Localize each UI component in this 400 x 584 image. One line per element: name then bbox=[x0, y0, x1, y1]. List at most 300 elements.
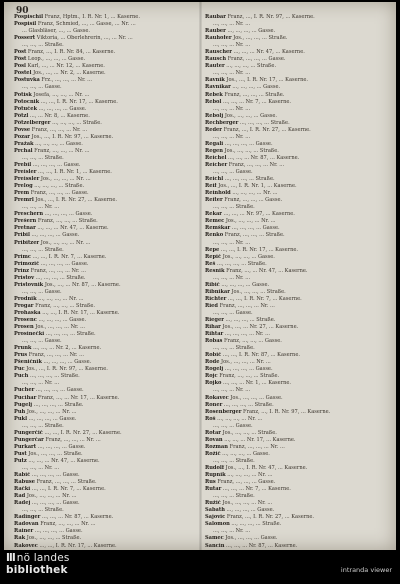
entry-details: ..., ... Nr. 8, ... Kaserne. bbox=[28, 112, 90, 119]
directory-entry bbox=[14, 310, 196, 317]
entry-surname: Prunk bbox=[14, 345, 32, 352]
entry-surname: Pšeničnik bbox=[14, 359, 42, 366]
directory-entry bbox=[205, 458, 387, 465]
entry-details: ..., ..., ... Nr. 7, ... Kaserne. bbox=[221, 486, 291, 493]
entry-surname: Premrl bbox=[14, 197, 34, 204]
entry-details: ..., ..., ..., ... Straße. bbox=[222, 401, 274, 408]
entry-details: Jos., ..., I. R. Nr. 47, ... Kaserne. bbox=[224, 465, 308, 471]
entry-details: ..., ..., I. R. Nr. 1, ... Kaserne. bbox=[36, 169, 112, 176]
entry-details: Franz, Hptm., I. R. Nr. 1, ... Kaserne. bbox=[43, 14, 140, 20]
entry-surname: Pospischil bbox=[14, 14, 43, 20]
entry-details: ..., ..., ..., ... Gasse. bbox=[29, 232, 80, 239]
entry-details: ..., ..., ... Gasse. bbox=[213, 169, 253, 176]
entry-surname: Ribnikar bbox=[205, 288, 230, 295]
entry-surname: Prešern bbox=[14, 218, 37, 225]
entry-details: ..., ..., ..., ... Gasse. bbox=[36, 443, 86, 450]
entry-details: ..., ..., ... Straße. bbox=[22, 422, 64, 429]
entry-surname: Reiter bbox=[205, 197, 223, 204]
entry-surname: Rački bbox=[14, 486, 31, 493]
entry-surname: Preisler bbox=[14, 169, 37, 176]
entry-details: ..., ..., ..., ... Straße. bbox=[28, 373, 80, 380]
entry-details: Franz, ..., ..., ... Straße. bbox=[35, 479, 97, 486]
entry-surname: Pražak bbox=[14, 140, 34, 147]
entry-details: ..., ..., ..., ... Gasse. bbox=[43, 211, 93, 218]
entry-details: ..., ..., ... Nr. ... bbox=[22, 204, 60, 211]
page-number: 90 bbox=[16, 6, 29, 16]
entry-details: Franz, ..., ..., ... Gasse. bbox=[226, 56, 286, 63]
directory-entry bbox=[14, 535, 196, 542]
directory-entry bbox=[14, 465, 196, 472]
directory-entry bbox=[205, 324, 387, 331]
directory-entry bbox=[14, 155, 196, 162]
directory-entry bbox=[14, 84, 196, 91]
directory-entry bbox=[205, 120, 387, 127]
column-divider bbox=[199, 2, 202, 550]
directory-entry bbox=[14, 324, 196, 331]
entry-surname: Rojko bbox=[205, 380, 222, 387]
entry-details: Jos., ..., ..., ... Straße. bbox=[26, 450, 83, 457]
entry-surname: Prosen bbox=[14, 324, 34, 331]
entry-surname: Rieger bbox=[205, 317, 224, 324]
entry-surname: Robič bbox=[205, 352, 222, 359]
directory-entry bbox=[14, 380, 196, 387]
entry-details: Jos., ..., ..., ... Nr. ... bbox=[39, 239, 91, 246]
entry-details: ..., ..., ... Straße. bbox=[213, 204, 255, 211]
entry-surname: Salomon bbox=[205, 521, 230, 528]
entry-surname: Rožič bbox=[205, 450, 221, 457]
entry-surname: Pucher bbox=[14, 387, 35, 394]
entry-surname: Rebek bbox=[205, 91, 223, 98]
entry-details: Franz, ..., ..., ... Gasse. bbox=[29, 190, 89, 197]
directory-entry bbox=[14, 42, 196, 49]
entry-details: ..., ..., ..., ... Straße. bbox=[223, 317, 276, 324]
entry-details: ..., ..., ..., ... Straße. bbox=[215, 260, 267, 267]
entry-details: ..., ..., ... Nr. ... bbox=[213, 133, 251, 140]
directory-entry bbox=[205, 106, 387, 113]
entry-details: ..., ..., ..., ... Straße. bbox=[223, 176, 275, 183]
entry-details: Franz, ..., ..., ... Straße. bbox=[222, 91, 285, 98]
directory-entry bbox=[14, 225, 196, 232]
directory-entry bbox=[14, 35, 196, 42]
directory-entry bbox=[205, 444, 387, 451]
entry-details: ..., ..., ..., ... Straße. bbox=[224, 63, 277, 70]
entry-details: ..., ..., ... Straße. bbox=[213, 457, 255, 464]
directory-entry bbox=[205, 183, 387, 190]
directory-entry bbox=[14, 14, 196, 21]
directory-entry bbox=[14, 338, 196, 345]
entry-details: ..., ..., ... Straße. bbox=[22, 42, 64, 49]
directory-entry bbox=[14, 359, 196, 366]
entry-details: Franz, ..., I. R. Nr. 84, ... Kaserne. bbox=[26, 49, 116, 56]
directory-entry bbox=[205, 282, 387, 289]
entry-details: Jos., ..., ..., ... Straße. bbox=[25, 535, 82, 542]
entry-surname: Rauscher bbox=[205, 49, 232, 56]
directory-entry bbox=[14, 521, 196, 528]
left-column bbox=[14, 14, 196, 550]
entry-surname: Rozman bbox=[205, 443, 228, 450]
logo-mark-icon: III bbox=[6, 552, 15, 564]
directory-entry bbox=[14, 282, 196, 289]
entry-details: ..., ..., ... Nr. ... bbox=[213, 274, 251, 281]
directory-entry bbox=[205, 352, 387, 359]
entry-surname: Pucihar bbox=[14, 394, 37, 401]
entry-surname: Regali bbox=[205, 140, 224, 147]
entry-details: Jos., ..., ..., ... Straße. bbox=[222, 147, 279, 154]
entry-details: ..., ..., ..., ... Gasse. bbox=[33, 528, 83, 535]
entry-details: Jos., ..., ... Nr. 87, ... Kaserne. bbox=[43, 281, 121, 288]
directory-entry bbox=[14, 507, 196, 514]
entry-details: ..., ..., ..., ... Gasse. bbox=[34, 387, 84, 394]
entry-surname: Prodnik bbox=[14, 295, 37, 302]
directory-entry bbox=[205, 155, 387, 162]
entry-surname: Puch bbox=[14, 373, 29, 380]
entry-surname: Rauber bbox=[205, 28, 226, 35]
entry-details: Jos., ..., ..., ... Gasse. bbox=[221, 253, 275, 260]
entry-details: ..., ..., ..., ... Gasse. bbox=[225, 28, 276, 35]
directory-entry bbox=[14, 254, 196, 261]
directory-entry bbox=[14, 106, 196, 113]
directory-entry bbox=[14, 493, 196, 500]
directory-entry bbox=[14, 451, 196, 458]
entry-surname: Possert bbox=[14, 35, 36, 42]
entry-surname: Prohaska bbox=[14, 309, 41, 316]
entry-details: Jos., ..., ..., ... Gasse. bbox=[223, 535, 278, 542]
directory-entry bbox=[205, 472, 387, 479]
entry-details: ..., ..., ..., ... Straße. bbox=[32, 183, 85, 190]
directory-entry bbox=[14, 416, 196, 423]
logo-text-1: nö landes bbox=[16, 552, 70, 564]
entry-details: ..., ..., ..., ... Nr. ... bbox=[230, 190, 278, 197]
entry-details: ..., ..., ..., ... Gasse. bbox=[31, 161, 81, 168]
directory-entry bbox=[205, 451, 387, 458]
entry-details: ..., ..., ..., ... Nr. ... bbox=[223, 331, 271, 338]
directory-entry bbox=[14, 49, 196, 56]
directory-entry bbox=[14, 430, 196, 437]
entry-surname: Rebol bbox=[205, 98, 222, 105]
directory-entry bbox=[14, 141, 196, 148]
entry-details: Franz, ..., ..., ... Nr. ... bbox=[29, 267, 86, 274]
directory-entry bbox=[205, 190, 387, 197]
entry-details: ..., ..., ..., ... Straße. bbox=[34, 274, 86, 281]
directory-entry bbox=[205, 359, 387, 366]
entry-details: Franz, ..., ... Nr. 47, ... Kaserne. bbox=[224, 267, 308, 274]
directory-entry bbox=[14, 77, 196, 84]
entry-details: ..., ..., ..., ... Nr. ... bbox=[225, 472, 273, 479]
entry-details: Franz, ..., ..., ... Nr. ... bbox=[30, 126, 88, 133]
entry-surname: Rode bbox=[205, 359, 220, 366]
entry-surname: Rakovec bbox=[14, 542, 38, 549]
directory-entry bbox=[14, 63, 196, 70]
entry-surname: Puh bbox=[14, 408, 26, 415]
entry-details: ..., ..., I. R. Nr. 7, ... Kaserne. bbox=[30, 253, 107, 260]
directory-entry bbox=[205, 465, 387, 472]
entry-surname: Preissler bbox=[14, 176, 40, 183]
entry-details: ..., ..., ..., ... Gasse. bbox=[30, 472, 80, 479]
entry-details: Jos., ..., ..., ... Straße. bbox=[220, 429, 277, 436]
entry-surname: Rokavec bbox=[205, 394, 229, 401]
entry-surname: Prosinečki bbox=[14, 331, 45, 338]
entry-surname: Roš bbox=[205, 415, 216, 422]
entry-details: ..., ..., ... Nr. 87, ... Kaserne. bbox=[224, 542, 298, 549]
directory-entry bbox=[14, 402, 196, 409]
entry-details: Franz, ..., ..., ... Straße. bbox=[217, 373, 280, 380]
entry-surname: Radovan bbox=[14, 521, 39, 528]
entry-details: ..., ..., ... Nr. ... bbox=[213, 105, 251, 112]
entry-details: Franz, ..., ..., ... Nr. ... bbox=[227, 161, 285, 168]
entry-details: Franz, ..., ..., ... Straße. bbox=[223, 232, 285, 239]
entry-surname: Pozar bbox=[14, 133, 30, 140]
entry-surname: Rihtar bbox=[205, 331, 224, 338]
directory-entry bbox=[14, 528, 196, 535]
entry-details: ..., ..., ... Nr. 47, ... Kaserne. bbox=[231, 49, 305, 56]
entry-details: ..., ..., I. R. Nr. 17, ... Kaserne. bbox=[219, 246, 299, 253]
directory-entry bbox=[205, 493, 387, 500]
entry-surname: Rosenberger bbox=[205, 408, 242, 415]
entry-details: Franz, ..., I. R. Nr. 97, ... Kaserne. bbox=[225, 14, 315, 20]
entry-details: ... Glasbläser, ..., ... Gasse. bbox=[22, 28, 91, 35]
directory-entry bbox=[205, 42, 387, 49]
entry-details: ..., ..., ..., ... Gasse. bbox=[230, 84, 281, 91]
entry-surname: Pungerčar bbox=[14, 436, 44, 443]
entry-details: ..., ..., ..., ... Straße. bbox=[229, 521, 282, 528]
directory-entry bbox=[205, 535, 387, 542]
entry-details: ..., ..., ... Straße. bbox=[22, 246, 64, 253]
directory-entry bbox=[205, 437, 387, 444]
entry-surname: Potuček bbox=[14, 105, 38, 112]
entry-details: ..., ..., ... Nr. ... bbox=[213, 239, 251, 246]
entry-surname: Rutar bbox=[205, 486, 222, 493]
directory-entry bbox=[14, 99, 196, 106]
entry-surname: Remškar bbox=[205, 225, 231, 232]
entry-details: ..., ..., ..., ... Straße. bbox=[50, 119, 102, 126]
entry-details: Franz, ..., ..., ... Nr. ... bbox=[227, 443, 285, 450]
directory-entry bbox=[205, 56, 387, 63]
entry-surname: Repe bbox=[205, 246, 220, 253]
entry-surname: Pust bbox=[14, 450, 27, 457]
entry-details: Jos., ..., ..., ... Nr. ... bbox=[220, 500, 273, 507]
directory-entry bbox=[205, 77, 387, 84]
entry-details: Franz, ..., ... Nr. 17, ... Kaserne. bbox=[36, 394, 120, 401]
entry-details: ..., ..., ..., ... Gasse. bbox=[219, 281, 270, 288]
directory-entry bbox=[14, 261, 196, 268]
entry-surname: Post bbox=[14, 49, 27, 56]
entry-surname: Postel bbox=[14, 70, 32, 77]
entry-details: ..., ..., ... Straße. bbox=[213, 493, 255, 500]
directory-entry bbox=[14, 303, 196, 310]
directory-entry bbox=[205, 268, 387, 275]
entry-details: ..., ..., ... Gasse. bbox=[22, 84, 62, 91]
directory-entry bbox=[205, 543, 387, 550]
entry-surname: Rabuse bbox=[14, 479, 36, 486]
entry-details: Franz, ..., I. R. Nr. 97, ... Kaserne. bbox=[241, 408, 331, 415]
entry-surname: Remec bbox=[205, 218, 225, 225]
entry-surname: Samec bbox=[205, 535, 224, 542]
entry-surname: Posl bbox=[14, 63, 26, 70]
entry-surname: Puc bbox=[14, 366, 25, 373]
directory-entry bbox=[205, 141, 387, 148]
logo-line-1 bbox=[6, 552, 76, 564]
entry-surname: Rojc bbox=[205, 373, 218, 380]
directory-entry bbox=[14, 127, 196, 134]
directory-entry bbox=[205, 395, 387, 402]
entry-surname: Pristovnik bbox=[14, 281, 44, 288]
entry-details: Jos., ..., I. R. Nr. 1, ... Kaserne. bbox=[216, 183, 297, 190]
entry-details: ..., ..., ... Nr. 7, ... Kaserne. bbox=[221, 98, 292, 105]
entry-surname: Reš bbox=[205, 260, 216, 267]
entry-details: ..., ..., ..., ... Gasse. bbox=[27, 415, 77, 422]
directory-entry bbox=[14, 543, 196, 550]
directory-entry bbox=[14, 458, 196, 465]
entry-details: Franz, ..., I. R. Nr. 27, ... Kaserne. bbox=[225, 514, 315, 521]
directory-entry bbox=[14, 444, 196, 451]
entry-details: Jos., ..., ..., ... Nr. ... bbox=[219, 359, 271, 366]
entry-details: ..., ..., ... Nr. 87, ... Kaserne. bbox=[226, 154, 300, 161]
directory-entry bbox=[14, 148, 196, 155]
entry-details: ..., ..., ... Gasse. bbox=[22, 338, 62, 345]
entry-surname: Resnik bbox=[205, 267, 225, 274]
entry-details: Franz, ..., ..., ... Nr. ... bbox=[32, 147, 90, 154]
entry-surname: Rad bbox=[14, 493, 26, 500]
directory-entry bbox=[14, 409, 196, 416]
entry-details: ..., ..., ... Straße. bbox=[22, 507, 64, 514]
entry-details: Jos., ..., ..., ... Nr. ... bbox=[224, 218, 276, 225]
directory-entry bbox=[205, 240, 387, 247]
directory-entry bbox=[205, 430, 387, 437]
entry-details: ..., ..., ... Straße. bbox=[22, 154, 64, 161]
entry-details: Jos., ..., ..., ... Nr. ... bbox=[25, 408, 77, 415]
directory-entry bbox=[205, 162, 387, 169]
directory-entry bbox=[14, 500, 196, 507]
directory-entry bbox=[205, 507, 387, 514]
directory-entry bbox=[14, 423, 196, 430]
directory-entry bbox=[205, 486, 387, 493]
entry-surname: Sabath bbox=[205, 507, 225, 514]
directory-entry bbox=[205, 28, 387, 35]
entry-surname: Richter bbox=[205, 295, 227, 302]
directory-entry bbox=[14, 120, 196, 127]
entry-surname: Pugelj bbox=[14, 401, 33, 408]
directory-entry bbox=[14, 56, 196, 63]
entry-details: Jos., ..., ..., ... Nr. ... bbox=[39, 176, 91, 183]
directory-entry bbox=[205, 317, 387, 324]
directory-entry bbox=[205, 176, 387, 183]
entry-details: ..., ..., ..., ... Nr. ... bbox=[215, 415, 263, 422]
entry-surname: Primc bbox=[14, 253, 31, 260]
entry-details: ..., ..., ... Nr. ... bbox=[213, 21, 251, 28]
directory-entry bbox=[205, 338, 387, 345]
entry-details: ..., ..., ..., ... Gasse. bbox=[230, 225, 280, 232]
entry-surname: Putz bbox=[14, 457, 27, 464]
directory-entry bbox=[205, 169, 387, 176]
directory-entry bbox=[14, 218, 196, 225]
entry-details: ..., ..., I. R. Nr. 17, ... Kaserne. bbox=[39, 98, 118, 105]
directory-entry bbox=[205, 423, 387, 430]
directory-entry bbox=[14, 113, 196, 120]
entry-surname: Rabič bbox=[14, 472, 31, 479]
entry-details: ..., ..., ..., ... Gasse. bbox=[39, 260, 89, 267]
directory-entry bbox=[205, 500, 387, 507]
directory-entry bbox=[205, 373, 387, 380]
directory-entry bbox=[205, 345, 387, 352]
entry-details: ..., ..., I. R. Nr. 87, ... Kaserne. bbox=[221, 352, 300, 359]
entry-surname: Rekar bbox=[205, 211, 222, 218]
entry-surname: Pribil bbox=[14, 232, 30, 239]
directory-entry bbox=[205, 303, 387, 310]
entry-surname: Ravnikar bbox=[205, 84, 231, 91]
entry-details: Josefa, ..., ..., ... Nr. ... bbox=[31, 91, 90, 98]
entry-details: ..., ..., ..., ... Straße. bbox=[238, 119, 290, 126]
entry-surname: Ribič bbox=[205, 281, 220, 288]
entry-details: Franz, ..., ..., ... Nr. ... bbox=[27, 352, 85, 359]
directory-entry bbox=[14, 387, 196, 394]
entry-details: Jos., ..., ..., ... Straße. bbox=[231, 35, 288, 42]
directory-entry bbox=[205, 247, 387, 254]
directory-entry bbox=[205, 254, 387, 261]
directory-entry bbox=[205, 409, 387, 416]
entry-surname: Progar bbox=[14, 302, 34, 309]
directory-entry bbox=[205, 521, 387, 528]
directory-entry bbox=[14, 162, 196, 169]
entry-details: ..., ..., ..., ... Gasse. bbox=[37, 105, 87, 112]
directory-entry bbox=[14, 352, 196, 359]
scanned-page bbox=[4, 2, 396, 550]
directory-entry bbox=[205, 14, 387, 21]
entry-details: Franz, ..., ..., ... Gasse. bbox=[215, 479, 276, 486]
entry-details: Franz, ..., ..., ... Straße. bbox=[36, 218, 98, 225]
library-logo[interactable] bbox=[6, 552, 76, 576]
entry-details: ..., ..., I. R. Nr. 7, ... Kaserne. bbox=[30, 486, 106, 493]
entry-details: ..., ..., ... Nr. 17, ... Kaserne. bbox=[222, 436, 296, 443]
entry-details: Franz, ..., ..., ... Nr. ... bbox=[217, 302, 275, 309]
entry-surname: Preschern bbox=[14, 211, 44, 218]
directory-entry bbox=[205, 211, 387, 218]
entry-details: Franz, ..., ..., ... Gasse. bbox=[222, 197, 283, 204]
directory-entry bbox=[14, 373, 196, 380]
directory-entry bbox=[205, 289, 387, 296]
right-column bbox=[205, 14, 387, 550]
entry-details: Jos., ..., I. R. Nr. 97, ... Kaserne. bbox=[29, 133, 114, 140]
entry-details: ..., ..., ... Nr. ... bbox=[213, 42, 251, 49]
entry-details: ..., ..., ..., ... Gasse. bbox=[220, 450, 270, 457]
entry-surname: Rausch bbox=[205, 56, 227, 63]
directory-entry bbox=[14, 514, 196, 521]
entry-details: ..., ..., ... Nr. 47, ... Kaserne. bbox=[26, 457, 100, 464]
entry-details: ..., ..., ..., ... Nr. ... bbox=[36, 295, 84, 302]
entry-surname: Prchal bbox=[14, 147, 33, 154]
directory-entry bbox=[205, 225, 387, 232]
entry-surname: Reichel bbox=[205, 154, 227, 161]
directory-entry bbox=[205, 528, 387, 535]
directory-entry bbox=[205, 402, 387, 409]
directory-entry bbox=[205, 204, 387, 211]
directory-entry bbox=[14, 21, 196, 28]
entry-surname: Rupnik bbox=[205, 472, 226, 479]
entry-details: Franz, ..., ..., ... Nr. ... bbox=[43, 436, 101, 443]
directory-entry bbox=[14, 472, 196, 479]
entry-surname: Reder bbox=[205, 126, 222, 133]
entry-surname: Prinz bbox=[14, 267, 30, 274]
entry-details: ..., ..., ... Nr. 87, ... Kaserne. bbox=[40, 514, 114, 521]
directory-entry bbox=[205, 514, 387, 521]
entry-surname: Prebil bbox=[14, 161, 32, 168]
directory-entry bbox=[205, 275, 387, 282]
entry-surname: Ried bbox=[205, 302, 218, 309]
entry-details: ..., ..., ... Nr. 1, ... Kaserne. bbox=[221, 380, 292, 387]
directory-entry bbox=[205, 310, 387, 317]
directory-entry bbox=[14, 268, 196, 275]
directory-entry bbox=[14, 176, 196, 183]
entry-details: Leop., ..., ..., ... Gasse. bbox=[26, 56, 86, 63]
